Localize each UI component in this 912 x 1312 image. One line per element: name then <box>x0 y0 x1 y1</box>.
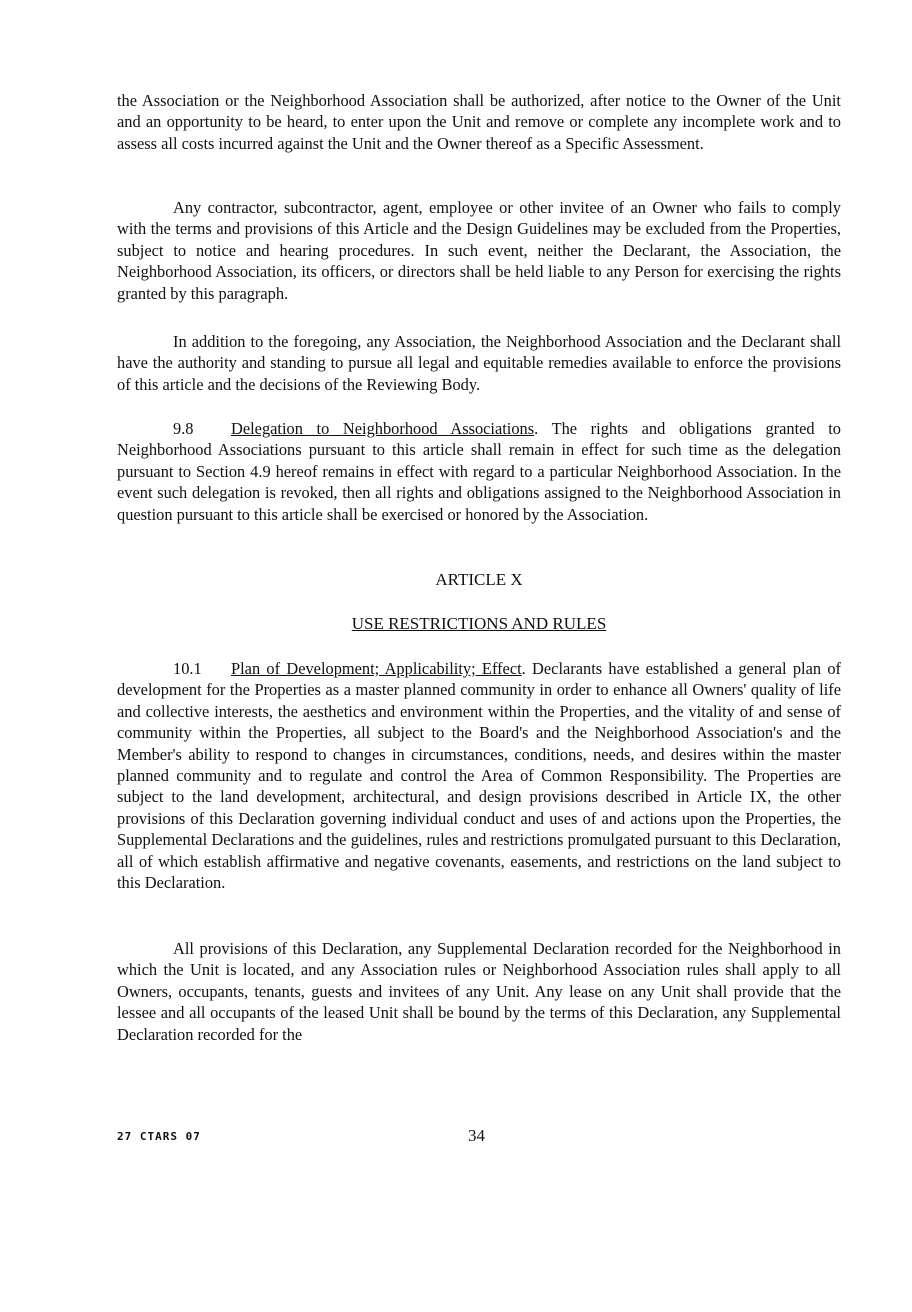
section-9-8 <box>117 418 841 525</box>
paragraph-enforcement: the Association or the Neighborhood Association shall be authorized, after notice to the Owner of the Unit and an opportunity to be heard, to enter upon the Unit and remove or complete any incomplete work and to assess all costs incurred against the Unit and the Owner thereof as a Specific Assessment. <box>117 91 841 153</box>
section-10-1 <box>117 658 841 893</box>
paragraph-provisions-apply: All provisions of this Declaration, any Supplemental Declaration recorded for the Neighborhood in which the Unit is located, and any Association rules or Neighborhood Association rules shall apply to all Owners, occupants, tenants, guests and invitees of any Unit. Any lease on any Unit shall provide that the lessee and all occupants of the leased Unit shall be bound by the terms of this Declaration, any Supplemental Declaration recorded for the <box>117 939 841 1044</box>
paragraph-contractor-exclusion: Any contractor, subcontractor, agent, employee or other invitee of an Owner who fails to comply with the terms and provisions of this Article and the Design Guidelines may be excluded from the Properties, subject to notice and hearing procedures. In such event, neither the Declarant, the Association, the Neighborhood Association, its officers, or directors shall be held liable to any Person for exercising the rights granted by this paragraph. <box>117 198 841 303</box>
section-number: 9.8 <box>173 419 194 438</box>
section-body: . Declarants have established a general plan of development for the Properties as a master planned community in order to enhance all Owners' quality of life and collective interests, the aesthetics and environment within the Properties, and the vitality of and sense of community within the Properties, all subject to the Board's and the Neighborhood Association's and the Member's ability to respond to changes in circumstances, conditions, needs, and desires within the master planned community and to regulate and control the Area of Common Responsibility. The Properties are subject to the land development, architectural, and design provisions described in Article IX, the other provisions of this Declaration governing individual conduct and uses of and actions upon the Properties, the Supplemental Declarations and the guidelines, rules and restrictions promulgated pursuant to this Declaration, all of which establish affirmative and negative covenants, easements, and restrictions on the land subject to this Declaration. <box>117 659 841 893</box>
section-number: 10.1 <box>173 659 202 678</box>
article-title: USE RESTRICTIONS AND RULES <box>351 614 607 633</box>
section-title: Plan of Development; Applicability; Effect <box>231 659 522 678</box>
page-number: 34 <box>468 1126 485 1145</box>
section-title: Delegation to Neighborhood Associations <box>231 419 535 438</box>
article-heading: ARTICLE X <box>435 570 523 589</box>
footer-document-code: 27 CTARS 07 <box>117 1130 201 1143</box>
paragraph-remedies: In addition to the foregoing, any Association, the Neighborhood Association and the Declarant shall have the authority and standing to pursue all legal and equitable remedies available to enforce the provisions of this article and the decisions of the Reviewing Body. <box>117 332 841 394</box>
section-body: . The rights and obligations granted to Neighborhood Associations pursuant to this article shall remain in effect for such time as the delegation pursuant to Section 4.9 hereof remains in effect with regard to a particular Neighborhood Association. In the event such delegation is revoked, then all rights and obligations assigned to the Neighborhood Association in question pursuant to this article shall be exercised or honored by the Association. <box>117 419 841 524</box>
